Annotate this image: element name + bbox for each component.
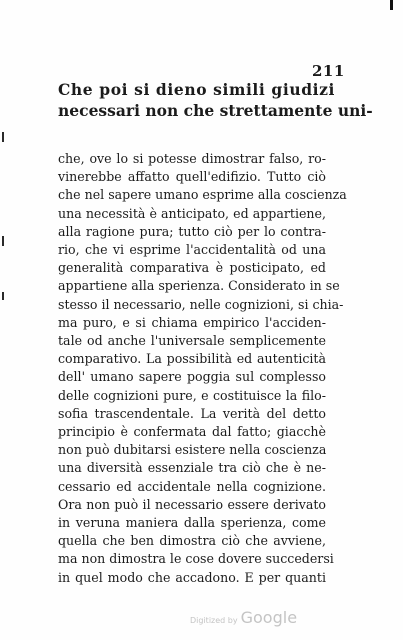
- text-line: rio, che vi esprime l'accidentalità od una: [58, 242, 326, 258]
- watermark-prefix: Digitized by: [190, 616, 238, 625]
- text-line: una diversità essenziale tra ciò che è ne-: [58, 460, 326, 476]
- text-line: in quel modo che accadono. E per quanti: [58, 569, 326, 585]
- text-line: appartiene alla sperienza. Considerato in se: [58, 278, 340, 294]
- heading-line: necessari non che strettamente uni-: [58, 101, 373, 120]
- text-line: delle cognizioni pure, e costituisce la filo-: [58, 387, 326, 403]
- page-heading: [58, 79, 373, 121]
- text-line: non può dubitarsi esistere nella coscienza: [58, 442, 327, 458]
- scan-margin-mark: [2, 236, 4, 246]
- scan-margin-mark: [2, 292, 4, 300]
- text-line: sofia trascendentale. La verità del detto: [58, 405, 326, 421]
- text-line: alla ragione pura; tutto ciò per lo contra-: [58, 223, 326, 239]
- body-text: [58, 150, 347, 587]
- text-line: che, ove lo si potesse dimostrar falso, ro-: [58, 151, 326, 166]
- text-line: una necessità è anticipato, ed appartiene,: [58, 205, 326, 221]
- text-line: stesso il necessario, nelle cognizioni, si chia-: [58, 296, 344, 312]
- text-line: in veruna maniera dalla sperienza, come: [58, 515, 326, 531]
- text-line: quella che ben dimostra ciò che avviene,: [58, 533, 326, 549]
- heading-line: Che poi si dieno simili giudizi: [58, 80, 336, 99]
- digitized-watermark: [190, 608, 297, 627]
- text-line: che nel sapere umano esprime alla coscienza: [58, 187, 347, 203]
- text-line: vinerebbe affatto quell'edifizio. Tutto ciò: [58, 169, 326, 185]
- scan-margin-mark: [2, 132, 4, 142]
- text-line: generalità comparativa è posticipato, ed: [58, 260, 326, 276]
- page-number: 211: [312, 62, 345, 80]
- text-line: Ora non può il necessario essere derivato: [58, 496, 326, 512]
- scan-edge-mark: [390, 0, 393, 10]
- text-line: tale od anche l'universale semplicemente: [58, 333, 326, 349]
- text-line: ma puro, e si chiama empirico l'acciden-: [58, 314, 326, 330]
- text-line: comparativo. La possibilità ed autenticità: [58, 351, 326, 367]
- text-line: principio è confermata dal fatto; giacchè: [58, 424, 326, 440]
- google-logo: Google: [240, 608, 298, 627]
- text-line: cessario ed accidentale nella cognizione.: [58, 478, 326, 494]
- text-line: dell' umano sapere poggia sul complesso: [58, 369, 326, 385]
- text-line: ma non dimostra le cose dovere succedersi: [58, 551, 334, 567]
